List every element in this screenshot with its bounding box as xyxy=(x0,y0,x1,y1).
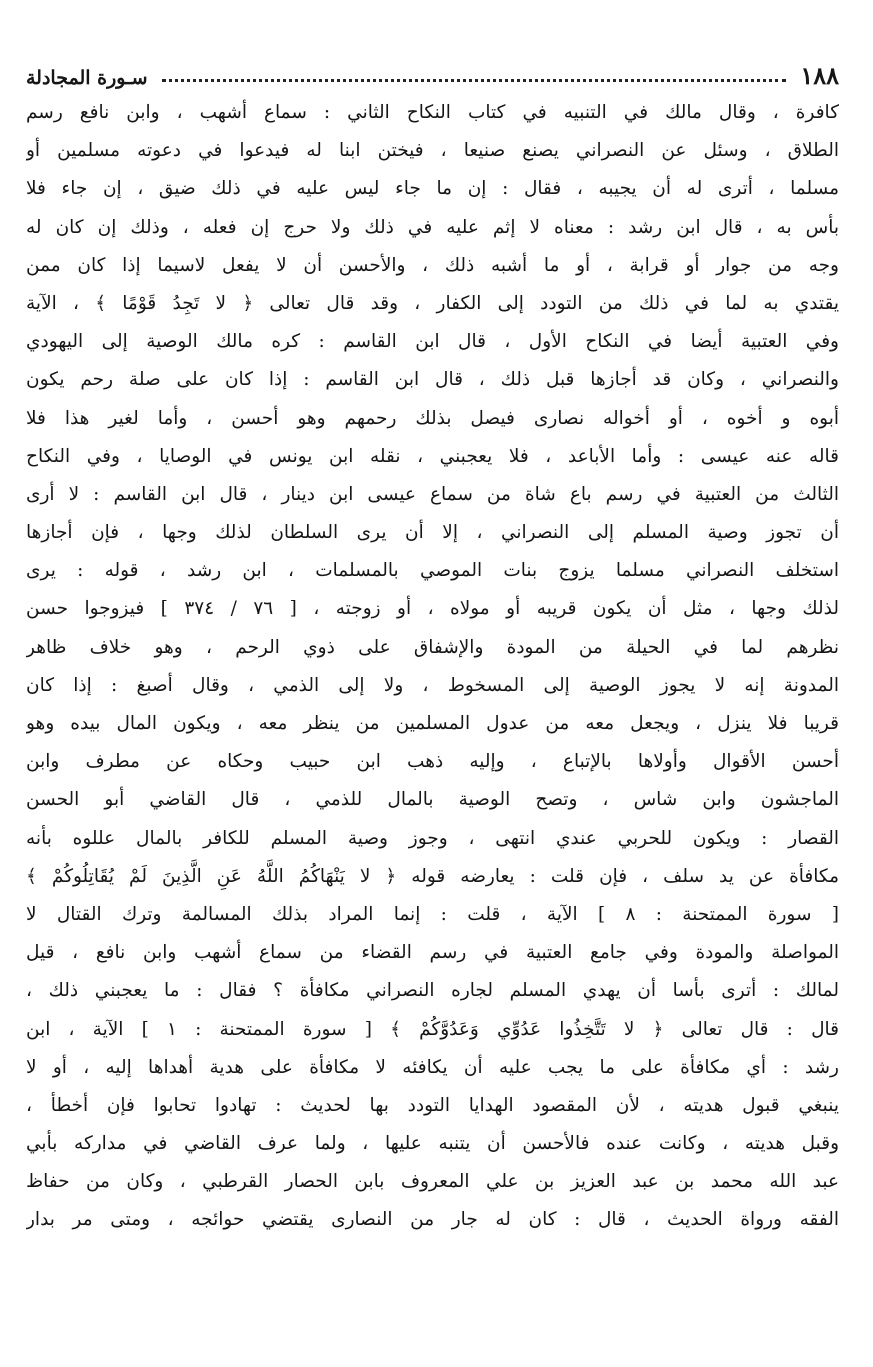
text-line: أن تجوز وصية المسلم إلى النصراني ، إلا أن يرى السلطان لذلك وجها ، فإن أجازها xyxy=(26,522,839,544)
text-line: أحسن الأقوال وأولاها بالإتباع ، وإليه ذهب ابن حبيب وحكاه عن مطرف وابن xyxy=(26,751,839,773)
text-line: وقبل هديته ، وكانت عنده فالأحسن أن يتنبه عليها ، ولما عرف القاضي في مداركه بأبي xyxy=(26,1133,839,1155)
header-dotted-leader xyxy=(162,79,787,82)
text-line: ينبغي قبول هديته ، لأن المقصود الهدايا التودد بها لحديث : تهادوا تحابوا فإن أخطأ ، xyxy=(26,1094,839,1116)
text-line: قاله عنه عيسى : وأما الأباعد ، فلا يعجبني ، نقله ابن يونس في الوصايا ، وفي النكاح xyxy=(26,445,839,467)
text-line: عبد الله محمد بن عبد العزيز بن علي المعروف بابن الحصار القرطبي ، وكان من حفاظ xyxy=(26,1171,839,1193)
text-line: القصار : ويكون للحربي عندي انتهى ، وجوز وصية المسلم للكافر بالمال عللوه بأنه xyxy=(26,827,839,849)
text-line: بأس به ، قال ابن رشد : معناه لا إثم عليه في ذلك ولا حرج إن فعله ، وذلك إن كان له xyxy=(26,216,839,238)
text-line: الماجشون وابن شاس ، وتصح الوصية بالمال للذمي ، قال القاضي أبو الحسن xyxy=(26,789,839,811)
text-line: وجه من جوار أو قرابة ، أو ما أشبه ذلك ، والأحسن أن لا يفعل لاسيما إذا كان ممن xyxy=(26,254,839,276)
text-line: الطلاق ، وسئل عن النصراني يصنع صنيعا ، فيختن ابنا له فيدعوا في دعوته مسلمين أو xyxy=(26,140,839,162)
text-line: نظرهم لما في الحيلة من المودة والإشفاق على ذوي الرحم ، وهو خلاف ظاهر xyxy=(26,636,839,658)
body-text xyxy=(26,94,839,1240)
text-line: قريبا فلا ينزل ، ويجعل معه من عدول المسلمين من ينظر معه ، ويكون المال بيده وهو xyxy=(26,713,839,734)
text-line: المواصلة والمودة وفي جامع العتبية في رسم القضاء من سماع أشهب وابن نافع ، قيل xyxy=(26,942,839,964)
page-number: ١٨٨ xyxy=(800,61,839,90)
text-line: المدونة إنه لا يجوز الوصية إلى المسخوط ، ولا إلى الذمي ، وقال أصبغ : إذا كان xyxy=(26,674,839,696)
text-line: لذلك وجها ، مثل أن يكون قريبه أو مولاه ، أو زوجته ، [ ٧٦ / ٣٧٤ ] فيزوجوا حسن xyxy=(26,598,839,620)
text-line: والنصراني ، وكان قد أجازها قبل ذلك ، قال ابن القاسم : إذا كان على صلة رحم يكون xyxy=(26,369,839,391)
text-line: الثالث من العتبية في رسم باع شاة من سماع عيسى ابن دينار ، قال ابن القاسم : لا أرى xyxy=(26,483,839,505)
running-header xyxy=(26,58,839,88)
text-line: [ سورة الممتحنة : ٨ ] الآية ، قلت : إنما المراد بذلك المسالمة وترك القتال لا xyxy=(26,903,839,925)
text-line: الفقه ورواة الحديث ، قال : كان له جار من النصارى يقتضي حوائجه ، ومتى مر بدار xyxy=(26,1209,839,1231)
text-line: قال : قال تعالى ﴿ لا تَتَّخِذُوا عَدُوِّي وَعَدُوَّكُمْ ﴾ [ سورة الممتحنة : ١ ] الآية ، ابن xyxy=(26,1018,839,1040)
text-line: لمالك : أترى بأسا أن يهدي المسلم لجاره النصراني مكافأة ؟ فقال : ما يعجبني ذلك ، xyxy=(26,980,839,1002)
text-line: مسلما ، أترى له أن يجيبه ، فقال : إن ما جاء ليس عليه في ذلك ضيق ، إن جاء فلا xyxy=(26,178,839,200)
text-line: وفي العتبية أيضا في النكاح الأول ، قال ابن القاسم : كره مالك الوصية إلى اليهودي xyxy=(26,331,839,353)
text-line: رشد : أي مكافأة على ما يجب عليه أن يكافئه لا مكافأة على هدية أهداها إليه ، أو لا xyxy=(26,1056,839,1078)
text-line: يقتدي به لما في ذلك من التودد إلى الكفار ، وقد قال تعالى ﴿ لا تَجِدُ قَوْمًا ﴾ ، الآية xyxy=(26,292,839,314)
text-line: أبوه و أخوه ، أو أخواله نصارى فيصل بذلك رحمهم وهو أحسن ، وأما لغير هذا فلا xyxy=(26,407,839,429)
surah-title: سـورة المجادلة xyxy=(26,67,148,89)
text-line: مكافأة عن يد سلف ، فإن قلت : يعارضه قوله ﴿ لا يَنْهَاكُمُ اللَّهُ عَنِ الَّذِينَ لَمْ يُقَاتِلُوكُمْ ﴾ xyxy=(26,865,839,887)
text-line: استخلف النصراني مسلما يزوج بنات الموصي بالمسلمات ، ابن رشد ، قوله : يرى xyxy=(26,560,839,582)
text-line: كافرة ، وقال مالك في التنبيه في كتاب النكاح الثاني : سماع أشهب ، وابن نافع رسم xyxy=(26,102,839,123)
